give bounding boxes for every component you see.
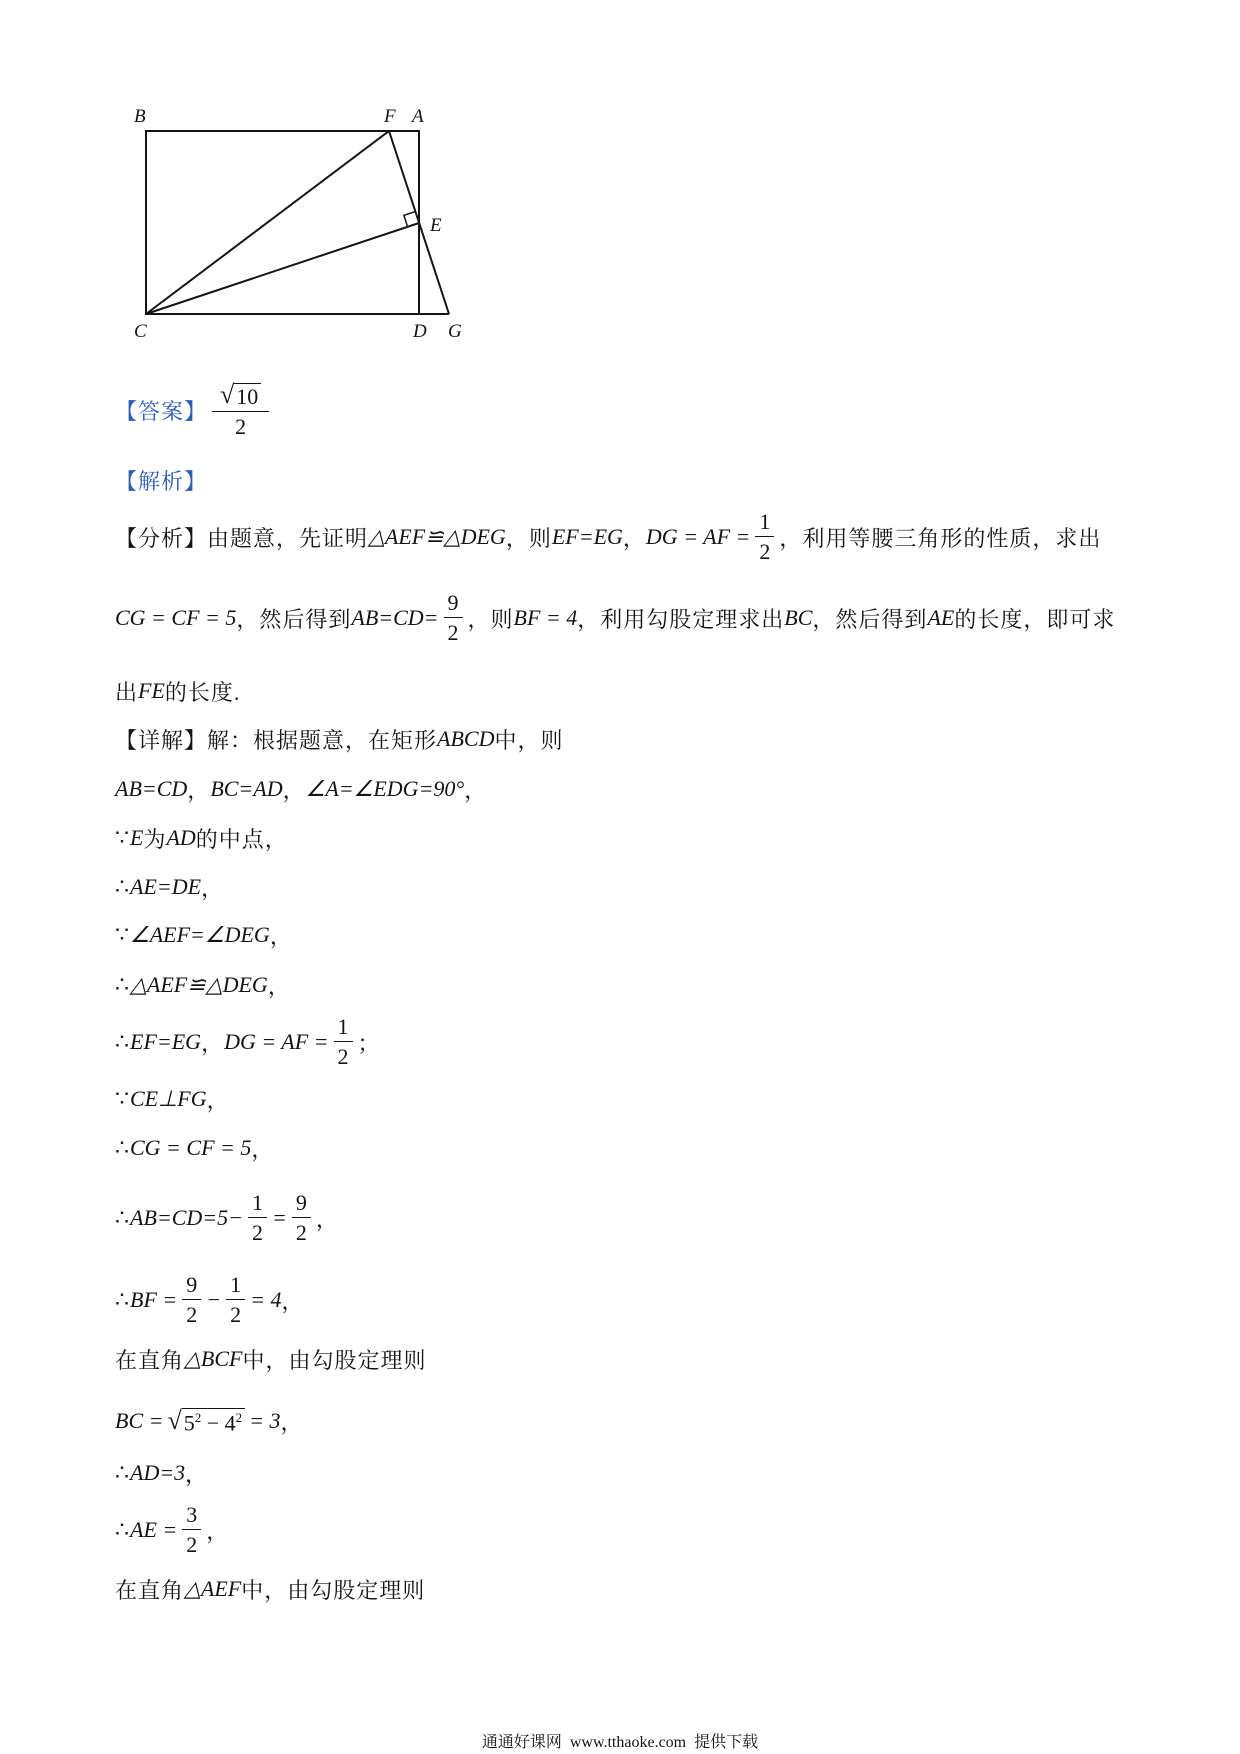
solution-math: AE = xyxy=(130,1517,178,1542)
solution-text: ， xyxy=(206,1518,230,1544)
solution-math: ∠AEF=∠DEG xyxy=(130,922,270,947)
label-f: F xyxy=(384,106,396,127)
answer-numerator xyxy=(212,382,269,412)
solution-text: ， xyxy=(187,777,211,803)
solution-line-3 xyxy=(115,823,288,853)
solution-math: △AEF≌△DEG xyxy=(130,972,268,997)
fraction-numerator: 1 xyxy=(334,1016,353,1042)
solution-line-11 xyxy=(115,1270,304,1330)
analysis-math: AB=CD= xyxy=(351,605,439,630)
radical-sign: √ xyxy=(167,1406,182,1436)
label-b: B xyxy=(134,106,146,127)
fraction xyxy=(226,1274,245,1326)
solution-text: ； xyxy=(357,1030,381,1056)
label-c: C xyxy=(134,321,147,342)
radicand-base: 4 xyxy=(224,1410,236,1436)
label-a: A xyxy=(412,106,424,127)
solution-text: ， xyxy=(206,1087,230,1113)
therefore-symbol: ∴ xyxy=(115,1029,130,1054)
fraction-denominator: 2 xyxy=(447,620,459,645)
square-root xyxy=(167,1408,245,1434)
solution-math: ABCD xyxy=(437,726,495,751)
solution-text: ， xyxy=(281,1288,305,1314)
solution-math: △AEF xyxy=(184,1576,242,1601)
fraction-denominator: 2 xyxy=(337,1044,349,1069)
fraction-denominator: 2 xyxy=(230,1302,242,1327)
therefore-symbol: ∴ xyxy=(115,1205,130,1230)
analysis-math: FE xyxy=(138,678,165,703)
radicand-operator: − xyxy=(201,1410,225,1436)
solution-text: 中，由勾股定理则 xyxy=(242,1347,427,1373)
fraction xyxy=(334,1016,353,1068)
analysis-line-3 xyxy=(115,676,240,706)
analysis-line-2 xyxy=(115,588,1115,648)
fraction-denominator: 2 xyxy=(295,1220,307,1245)
fraction xyxy=(444,592,463,644)
solution-text: ， xyxy=(464,777,488,803)
fraction-denominator: 2 xyxy=(251,1220,263,1245)
rectangle-abcd xyxy=(146,131,419,314)
solution-text: ， xyxy=(315,1206,339,1232)
analysis-text: ，然后得到 xyxy=(812,606,928,632)
answer-fraction xyxy=(212,382,269,438)
therefore-symbol: ∴ xyxy=(115,1287,130,1312)
solution-line-10 xyxy=(115,1188,339,1248)
radicand-exponent: 2 xyxy=(194,1409,202,1425)
solution-line-8 xyxy=(115,1084,230,1114)
solution-text: 中，由勾股定理则 xyxy=(241,1577,426,1603)
radicand-base: 5 xyxy=(183,1410,195,1436)
solution-math: = xyxy=(271,1205,287,1230)
fraction-numerator: 3 xyxy=(182,1504,201,1530)
fraction xyxy=(248,1192,267,1244)
fraction-denominator: 2 xyxy=(186,1302,198,1327)
solution-text: ， xyxy=(251,1136,275,1162)
solution-math: EF=EG xyxy=(130,1029,202,1054)
solution-text: ， xyxy=(267,973,291,999)
label-g: G xyxy=(448,321,462,342)
because-symbol: ∵ xyxy=(115,1086,130,1111)
analysis-line-1 xyxy=(115,507,1101,567)
solution-math: − xyxy=(206,1287,222,1312)
page-footer: 通通好课网 www.tthaoke.com 提供下载 xyxy=(481,1734,759,1751)
solution-line-16 xyxy=(115,1574,425,1604)
solution-text: ， xyxy=(201,875,225,901)
solution-math: BF = xyxy=(130,1287,178,1312)
therefore-symbol: ∴ xyxy=(115,1460,130,1485)
segment-ce xyxy=(146,223,419,314)
radical-sign: √ xyxy=(220,380,235,409)
explanation-tag: 【解析】 xyxy=(115,468,208,494)
solution-text: ， xyxy=(201,1030,225,1056)
fraction-numerator: 9 xyxy=(444,592,463,618)
solution-math: CE⊥FG xyxy=(130,1086,207,1111)
analysis-text: 的长度. xyxy=(164,679,241,705)
solution-text: 在直角 xyxy=(115,1577,185,1603)
answer-denominator: 2 xyxy=(235,414,247,439)
solution-math: BC = xyxy=(115,1408,164,1433)
analysis-text: ，则 xyxy=(505,525,552,551)
analysis-text: ，则 xyxy=(467,606,514,632)
analysis-math: EF=EG xyxy=(551,524,623,549)
label-e: E xyxy=(430,215,442,236)
therefore-symbol: ∴ xyxy=(115,1517,130,1542)
label-d: D xyxy=(413,321,427,342)
geometry-figure xyxy=(100,100,520,345)
solution-math: DG = AF = xyxy=(224,1029,329,1054)
analysis-text: ，利用勾股定理求出 xyxy=(577,606,785,632)
solution-math: = 3 xyxy=(249,1408,281,1433)
solution-math: AB=CD=5− xyxy=(130,1205,243,1230)
solution-math: AD=3 xyxy=(130,1460,186,1485)
solution-math: AE=DE xyxy=(130,874,202,899)
solution-text: 为 xyxy=(143,826,167,852)
solution-text: 在直角 xyxy=(115,1347,185,1373)
analysis-math: BC xyxy=(784,605,813,630)
analysis-math: BF = 4 xyxy=(513,605,578,630)
solution-text: ， xyxy=(185,1461,209,1487)
solution-line-12 xyxy=(115,1344,427,1374)
fraction xyxy=(755,511,774,563)
answer-sqrt xyxy=(220,382,261,408)
solution-line-1 xyxy=(115,724,563,754)
therefore-symbol: ∴ xyxy=(115,874,130,899)
fraction-denominator: 2 xyxy=(759,539,771,564)
fraction xyxy=(182,1504,201,1556)
analysis-text: ，利用等腰三角形的性质，求出 xyxy=(779,525,1102,551)
solution-line-6 xyxy=(115,970,291,1000)
solution-math: AB=CD xyxy=(115,776,188,801)
because-symbol: ∵ xyxy=(115,825,130,850)
solution-math: △BCF xyxy=(184,1346,243,1371)
solution-line-2 xyxy=(115,774,487,804)
analysis-text: ， xyxy=(622,525,646,551)
fraction-numerator: 9 xyxy=(292,1192,311,1218)
radicand-exponent: 2 xyxy=(235,1409,243,1425)
segment-cf xyxy=(146,131,389,314)
analysis-text: 的长度，即可求 xyxy=(954,606,1116,632)
solution-math: BC=AD xyxy=(210,776,283,801)
solution-text: ， xyxy=(280,1409,304,1435)
analysis-text: ，然后得到 xyxy=(236,606,352,632)
solution-math: E xyxy=(130,825,144,850)
solution-line-7 xyxy=(115,1012,381,1072)
solution-line-5 xyxy=(115,920,293,950)
fraction-numerator: 9 xyxy=(182,1274,201,1300)
answer-line xyxy=(115,380,274,440)
fraction-numerator: 1 xyxy=(755,511,774,537)
analysis-text: 出 xyxy=(115,679,139,705)
therefore-symbol: ∴ xyxy=(115,972,130,997)
solution-text: ， xyxy=(282,777,306,803)
solution-line-14 xyxy=(115,1458,208,1488)
solution-math: = 4 xyxy=(250,1287,282,1312)
explanation-tag-line xyxy=(115,465,207,495)
solution-line-4 xyxy=(115,872,224,902)
answer-radicand: 10 xyxy=(234,383,261,408)
solution-text: ， xyxy=(269,923,293,949)
answer-tag: 【答案】 xyxy=(115,398,208,424)
solution-math: AD xyxy=(166,825,196,850)
solution-text: 的中点， xyxy=(195,826,288,852)
solution-text: 中，则 xyxy=(494,727,564,753)
analysis-math: DG = AF = xyxy=(645,524,751,549)
fraction-numerator: 1 xyxy=(226,1274,245,1300)
solution-line-13 xyxy=(115,1401,304,1441)
radicand xyxy=(182,1408,245,1434)
solution-line-15 xyxy=(115,1500,229,1560)
because-symbol: ∵ xyxy=(115,922,130,947)
fraction-numerator: 1 xyxy=(248,1192,267,1218)
solution-math: ∠A=∠EDG=90° xyxy=(305,776,465,801)
fraction xyxy=(182,1274,201,1326)
analysis-math: CG = CF = 5 xyxy=(115,605,237,630)
analysis-math: △AEF≌△DEG xyxy=(368,524,506,549)
solution-math: CG = CF = 5 xyxy=(130,1135,252,1160)
analysis-math: AE xyxy=(927,605,955,630)
solution-text: 【详解】解：根据题意，在矩形 xyxy=(115,727,438,753)
solution-line-9 xyxy=(115,1133,274,1163)
fraction xyxy=(292,1192,311,1244)
analysis-text: 【分析】由题意，先证明 xyxy=(115,525,369,551)
therefore-symbol: ∴ xyxy=(115,1135,130,1160)
fraction-denominator: 2 xyxy=(186,1532,198,1557)
